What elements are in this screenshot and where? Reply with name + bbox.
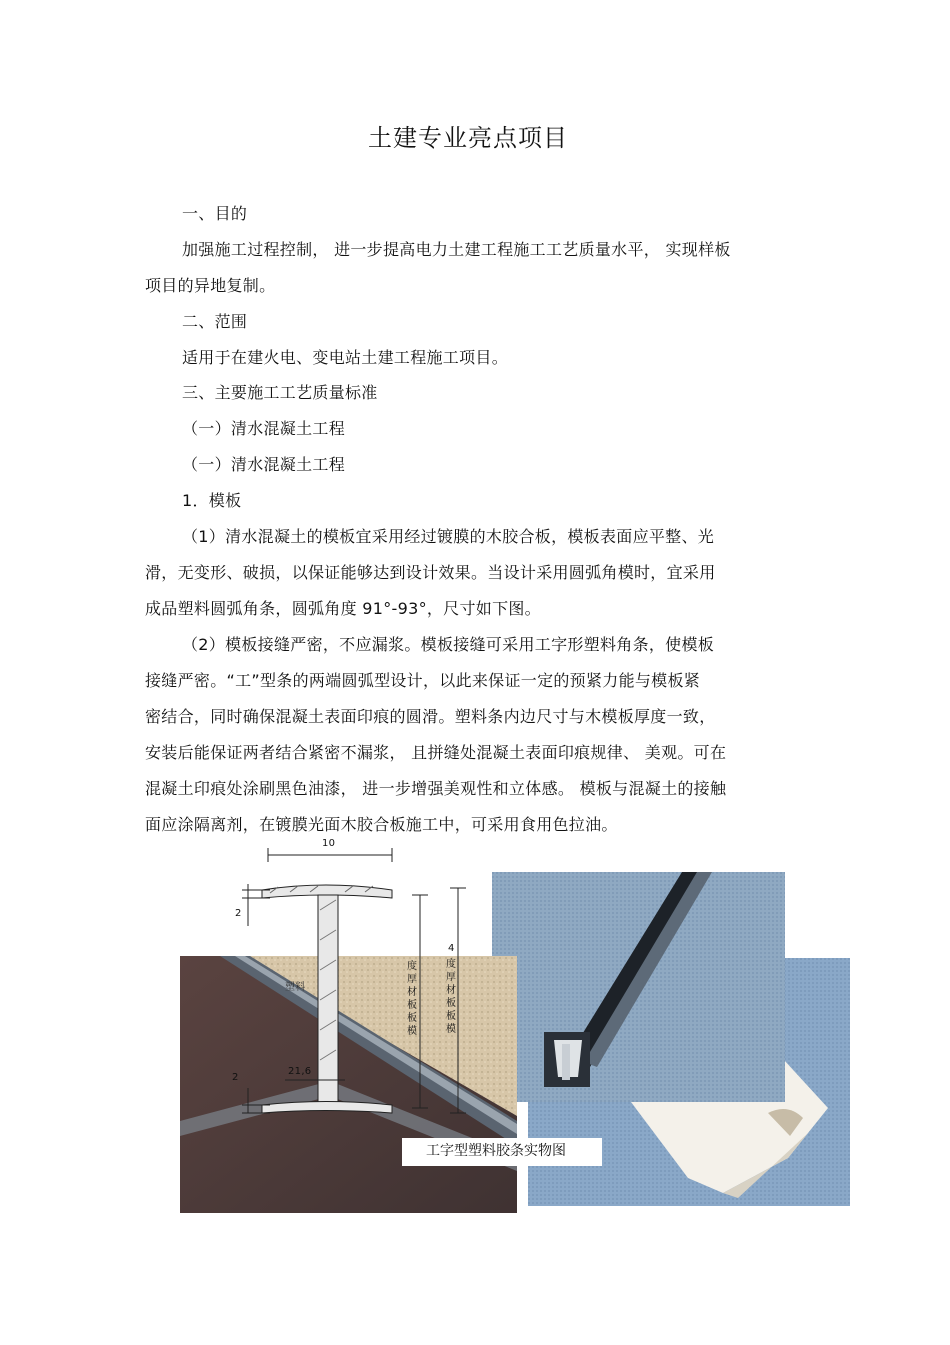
dim-right-height: 4: [448, 943, 455, 954]
label-thickness-right: 度厚材板板模: [446, 959, 457, 1035]
text-line: 滑，无变形、破损，以保证能够达到设计效果。当设计采用圆弧角模时，宜采用: [145, 563, 716, 582]
figure-caption: 工字型塑料胶条实物图: [402, 1138, 602, 1166]
text-line: 三、主要施工工艺质量标准: [182, 383, 378, 402]
dim-top-width: 10: [322, 838, 336, 849]
dim-flange-top: 2: [235, 908, 242, 919]
text-line: （一）清水混凝土工程: [182, 455, 346, 474]
text-line: 1．模板: [182, 491, 242, 510]
text-line: 混凝土印痕处涂刷黑色油漆， 进一步增强美观性和立体感。 模板与混凝土的接触: [145, 779, 727, 798]
text-line: 一、目的: [182, 204, 248, 223]
label-plastic: 塑料: [285, 982, 306, 993]
text-line: 加强施工过程控制， 进一步提高电力土建工程施工工艺质量水平， 实现样板: [182, 240, 731, 259]
text-line: （一）清水混凝土工程: [182, 419, 346, 438]
label-thickness-left: 度厚材板板模: [407, 961, 418, 1037]
text-line: 项目的异地复制。: [145, 276, 276, 295]
text-line: 二、范围: [182, 312, 248, 331]
text-line: （1）清水混凝土的模板宜采用经过镀膜的木胶合板，模板表面应平整、光: [182, 527, 715, 546]
text-line: 接缝严密。“工”型条的两端圆弧型设计，以此来保证一定的预紧力能与模板紧: [145, 671, 701, 690]
text-line: 密结合，同时确保混凝土表面印痕的圆滑。塑料条内边尺寸与木模板厚度一致，: [145, 707, 716, 726]
text-line: 成品塑料圆弧角条，圆弧角度 91°-93°，尺寸如下图。: [145, 599, 541, 618]
text-line: 面应涂隔离剂，在镀膜光面木胶合板施工中，可采用食用色拉油。: [145, 815, 618, 834]
text-line: （2）模板接缝严密，不应漏浆。模板接缝可采用工字形塑料角条，使模板: [182, 635, 715, 654]
document-title: 土建专业亮点项目: [368, 124, 568, 152]
text-line: 适用于在建火电、变电站土建工程施工项目。: [182, 348, 509, 367]
text-line: 安装后能保证两者结合紧密不漏浆， 且拼缝处混凝土表面印痕规律、 美观。可在: [145, 743, 727, 762]
dim-flange-bottom: 2: [232, 1072, 239, 1083]
dim-inner-width: 21,6: [288, 1066, 312, 1077]
